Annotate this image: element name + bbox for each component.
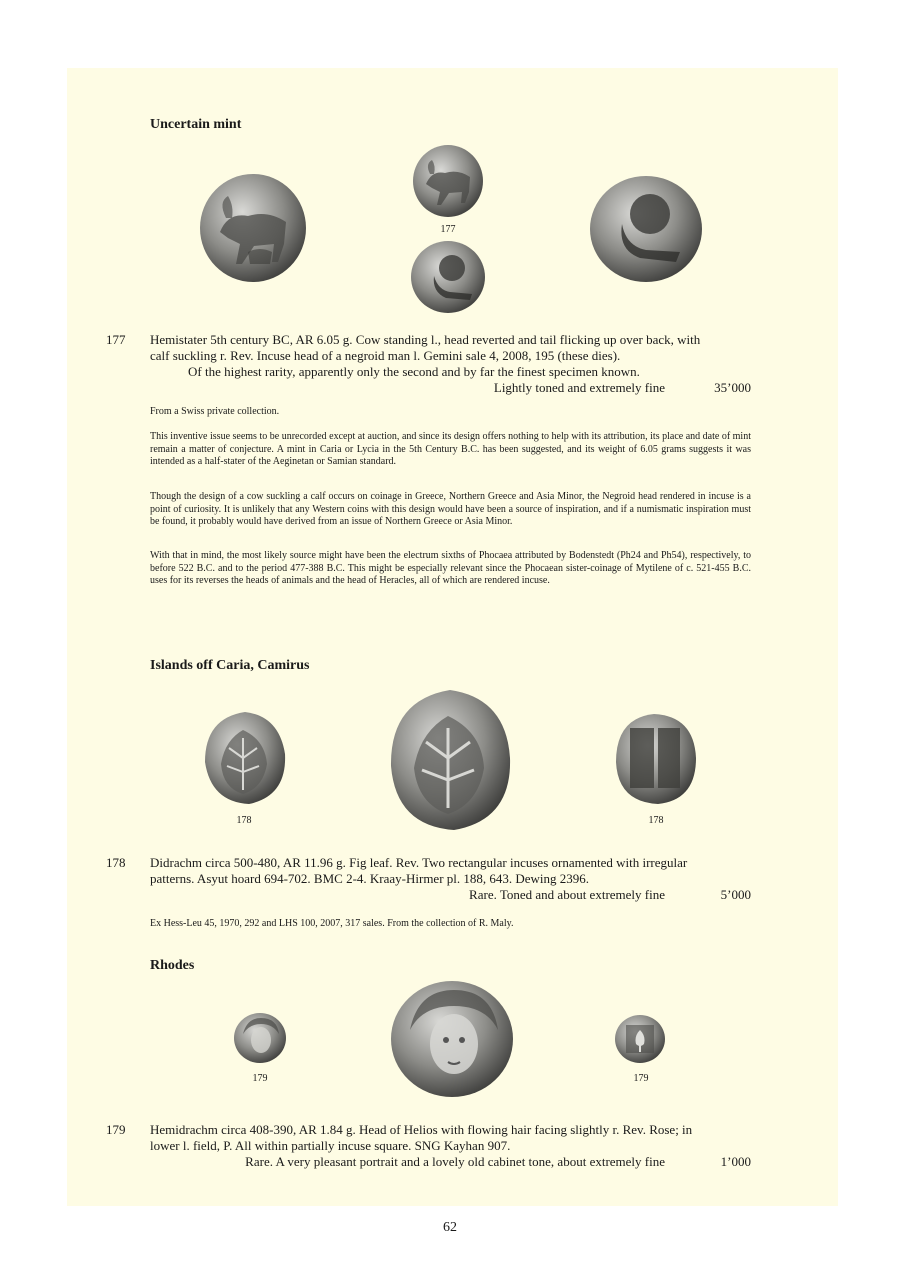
lot-178-description-line: Didrachm circa 500-480, AR 11.96 g. Fig leaf. Rev. Two rectangular incuses ornamented with irregular <box>150 855 688 870</box>
coin-177-reverse-enlarged-image <box>588 174 704 284</box>
lot-178-grade-row <box>150 887 751 903</box>
plate-label-179-obverse: 179 <box>252 1073 268 1084</box>
section-heading-rhodes: Rhodes <box>150 958 195 973</box>
page-number: 62 <box>443 1220 457 1235</box>
plate-label-179-reverse: 179 <box>633 1073 649 1084</box>
lot-177-note-paragraph: With that in mind, the most likely source might have been the electrum sixths of Phocaea attributed by Bodenstedt (Ph24 and Ph54), respectively, to before 522 B.C. and to the period 477-388 B.C. This might be especially relevant since the Phocaean sister-coinage of Mytilene of c. 521-455 B.C. uses for its reverses the heads of animals and the head of Heracles, all of which are rendered incuse. <box>150 550 751 586</box>
lot-178-grade: Rare. Toned and about extremely fine <box>469 887 665 902</box>
lot-177-estimate: 35’000 <box>714 380 751 395</box>
plate-label-178-obverse: 178 <box>236 815 252 826</box>
coin-179-obverse-enlarged-image <box>390 980 514 1098</box>
lot-177-description-line: calf suckling r. Rev. Incuse head of a negroid man l. Gemini sale 4, 2008, 195 (these dies). <box>150 348 621 363</box>
lot-177-rarity-line: Of the highest rarity, apparently only the second and by far the finest specimen known. <box>188 364 640 379</box>
plate-label-177: 177 <box>440 224 456 235</box>
section-heading-camirus: Islands off Caria, Camirus <box>150 658 310 673</box>
lot-177-provenance: From a Swiss private collection. <box>150 406 280 417</box>
lot-number-177: 177 <box>106 332 126 347</box>
lot-177-grade: Lightly toned and extremely fine <box>493 380 665 395</box>
lot-number-178: 178 <box>106 855 126 870</box>
coin-178-obverse-image <box>203 710 287 806</box>
coin-178-obverse-enlarged-image <box>388 688 514 832</box>
lot-177-note-paragraph: Though the design of a cow suckling a calf occurs on coinage in Greece, Northern Greece and Asia Minor, the Negroid head rendered in incuse is a point of curiosity. It is unlikely that any Western coins with this design would have been a source of inspiration, and if a numismatic inspiration must be found, it probably would have derived from an issue of Northern Greece or Asia Minor. <box>150 491 751 527</box>
lot-179-description-line: Hemidrachm circa 408-390, AR 1.84 g. Head of Helios with flowing hair facing slightly r. Rev. Rose; in <box>150 1122 693 1137</box>
lot-177-description-line: Hemistater 5th century BC, AR 6.05 g. Cow standing l., head reverted and tail flicking up over back, with <box>150 332 701 347</box>
lot-178-description-line: patterns. Asyut hoard 694-702. BMC 2-4. Kraay-Hirmer pl. 188, 643. Dewing 2396. <box>150 871 590 886</box>
coin-179-obverse-image <box>233 1012 287 1064</box>
section-heading-uncertain-mint: Uncertain mint <box>150 117 242 132</box>
coin-178-reverse-image <box>614 712 698 806</box>
coin-177-reverse-image <box>410 240 486 314</box>
coin-177-obverse-enlarged-image <box>198 172 308 284</box>
lot-179-grade: Rare. A very pleasant portrait and a lovely old cabinet tone, about extremely fine <box>245 1154 665 1169</box>
lot-178-description <box>150 855 751 903</box>
lot-178-provenance: Ex Hess-Leu 45, 1970, 292 and LHS 100, 2007, 317 sales. From the collection of R. Maly. <box>150 918 514 929</box>
lot-179-description <box>150 1122 751 1170</box>
lot-177-description <box>150 332 751 396</box>
lot-177-grade-row <box>150 380 751 396</box>
plate-label-178-reverse: 178 <box>648 815 664 826</box>
lot-179-estimate: 1’000 <box>720 1154 751 1169</box>
lot-number-179: 179 <box>106 1122 126 1137</box>
coin-179-reverse-image <box>614 1014 666 1064</box>
lot-177-note-paragraph: This inventive issue seems to be unrecorded except at auction, and since its design offers nothing to help with its attribution, its place and date of mint remain a matter of conjecture. A mint in Caria or Lycia in the 5th Century B.C. has been suggested, and its weight of 6.05 grams suggests it was intended as a half-stater of the Aeginetan or Samian standard. <box>150 431 751 467</box>
lot-179-description-line: lower l. field, P. All within partially incuse square. SNG Kayhan 907. <box>150 1138 511 1153</box>
lot-179-grade-row <box>150 1154 751 1170</box>
lot-178-estimate: 5’000 <box>720 887 751 902</box>
coin-177-obverse-image <box>412 144 484 218</box>
